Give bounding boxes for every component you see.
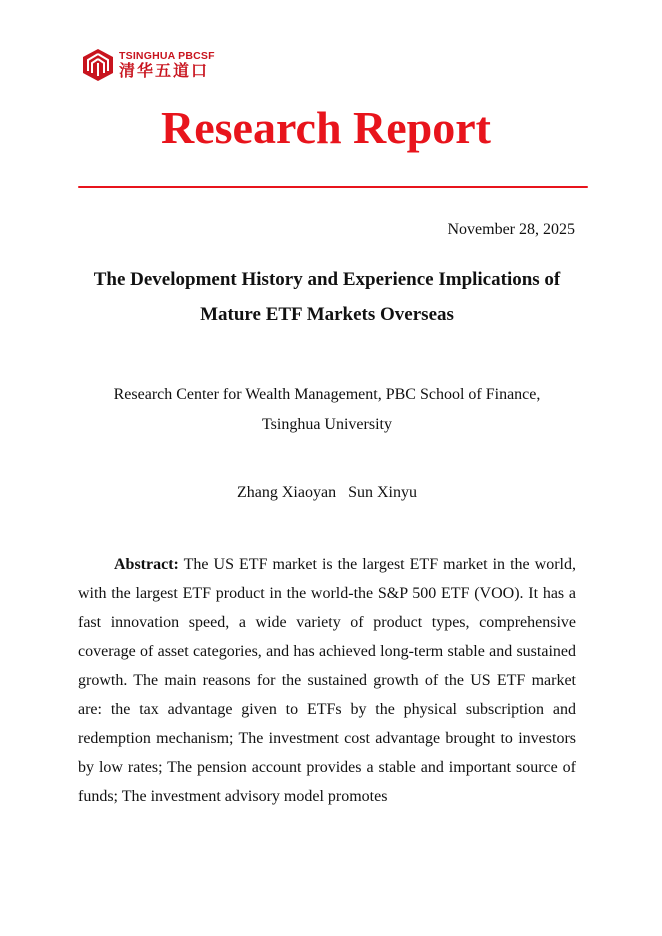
abstract-text: The US ETF market is the largest ETF market in the world, with the largest ETF product in the world-the S&P 500 ETF (VOO). It has a fast innovation speed, a wide variety of product types, comprehensive coverage of asset categories, and has achieved long-term stable and sustained growth. The main reasons for the sustained growth of the US ETF market are: the tax advantage given to ETFs by the physical subscription and redemption mechanism; The investment cost advantage brought to investors by low rates; The pension account provides a stable and important source of funds; The investment advisory model promotes — [78, 556, 576, 805]
paper-title-line-1: The Development History and Experience Implications of — [93, 269, 561, 290]
logo-english-name: TSINGHUA PBCSF — [119, 50, 215, 62]
authors: Zhang Xiaoyan Sun Xinyu — [237, 484, 417, 501]
tsinghua-pbcsf-emblem-icon — [82, 48, 114, 82]
report-date: November 28, 2025 — [447, 221, 575, 238]
logo-chinese-name: 清华五道口 — [119, 61, 210, 80]
abstract-paragraph — [78, 550, 576, 811]
logo-text — [119, 50, 215, 80]
affiliation-line-2: Tsinghua University — [262, 416, 392, 433]
paper-title-line-2: Mature ETF Markets Overseas — [200, 304, 454, 325]
header-divider — [78, 186, 588, 188]
paper-title — [78, 262, 576, 332]
report-title: Research Report — [161, 102, 491, 153]
affiliation-line-1: Research Center for Wealth Management, PBC School of Finance, — [113, 386, 541, 403]
abstract-label: Abstract: — [114, 556, 179, 573]
affiliation — [78, 380, 576, 440]
institution-logo — [82, 47, 215, 83]
